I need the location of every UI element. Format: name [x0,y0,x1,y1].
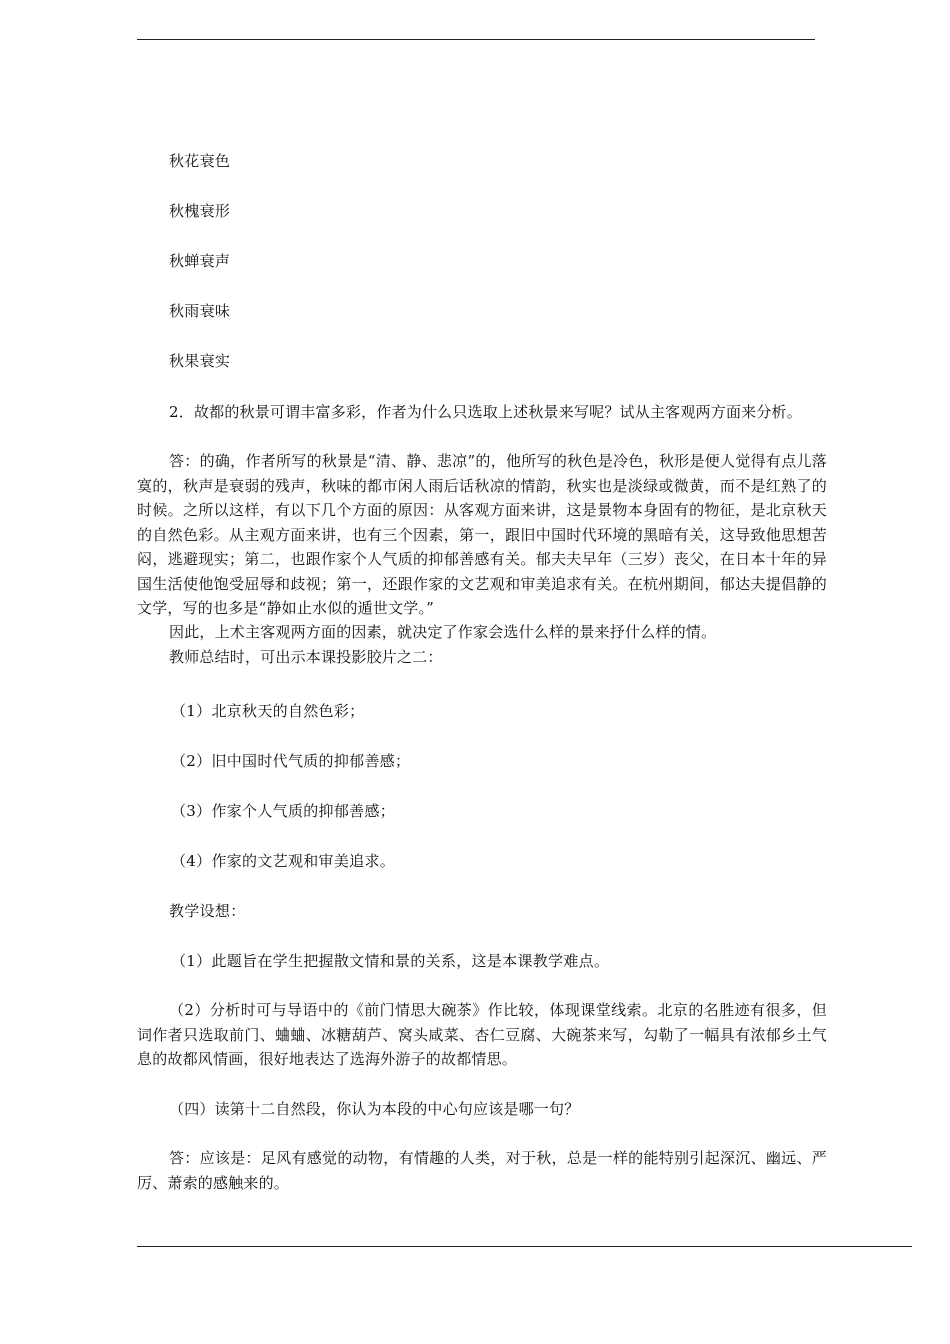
list-item: 秋花衰色 [169,152,231,170]
design-item-1: （1）此题旨在学生把握散文情和景的关系，这是本课教学难点。 [171,952,610,970]
section-heading: 教学设想： [169,902,246,920]
list-item: （2）旧中国时代气质的抑郁善感； [171,752,411,770]
list-item: 秋蝉衰声 [169,252,231,270]
teacher-note: 教师总结时，可出示本课投影胶片之二： [169,648,443,666]
answer-4: 答：应该是：足风有感觉的动物，有情趣的人类，对于秋，总是一样的能特别引起深沉、幽远、严厉、萧索的感触来的。 [137,1149,827,1192]
conclusion: 因此，上术主客观两方面的因素，就决定了作家会选什么样的景来抒什么样的情。 [169,623,717,641]
footer-rule [137,1246,912,1247]
question-4: （四）读第十二自然段，你认为本段的中心句应该是哪一句？ [169,1100,580,1118]
list-item: （4）作家的文艺观和审美追求。 [171,852,396,870]
design-item-2: （2）分析时可与导语中的《前门情思大碗茶》作比较，体现课堂线索。北京的名胜迹有很多，但词作者只选取前门、蛐蛐、冰糖葫芦、窝头咸菜、杏仁豆腐、大碗茶来写，勾勒了一幅具有浓郁乡土气息的故都风情画，很好地表达了选海外游子的故都情思。 [137,1001,827,1068]
list-item: （3）作家个人气质的抑郁善感； [171,802,396,820]
header-rule [137,39,815,40]
list-item: （1）北京秋天的自然色彩； [171,702,365,720]
list-item: 秋果衰实 [169,352,231,370]
list-item: 秋槐衰形 [169,202,231,220]
question-2: 2．故都的秋景可谓丰富多彩，作者为什么只选取上述秋景来写呢？试从主客观两方面来分析。 [169,403,802,421]
answer-2: 答：的确，作者所写的秋景是“清、静、悲凉”的，他所写的秋色是冷色，秋形是便人觉得有点儿落寞的，秋声是衰弱的残声，秋味的都市闲人雨后话秋凉的情韵，秋实也是淡绿或微黄，而不是红熟了的时候。之所以这样，有以下几个方面的原因：从客观方面来讲，这是景物本身固有的物征，是北京秋天的自然色彩。从主观方面来讲，也有三个因素，第一，跟旧中国时代环境的黑暗有关，这导致他思想苦闷，逃避现实；第二，也跟作家个人气质的抑郁善感有关。郁夫夫早年（三岁）丧父，在日本十年的异国生活使他饱受屈辱和歧视；第一，还跟作家的文艺观和审美追求有关。在杭州期间，郁达夫提倡静的文学，写的也多是“静如止水似的遁世文学。” [137,452,827,617]
list-item: 秋雨衰味 [169,302,231,320]
